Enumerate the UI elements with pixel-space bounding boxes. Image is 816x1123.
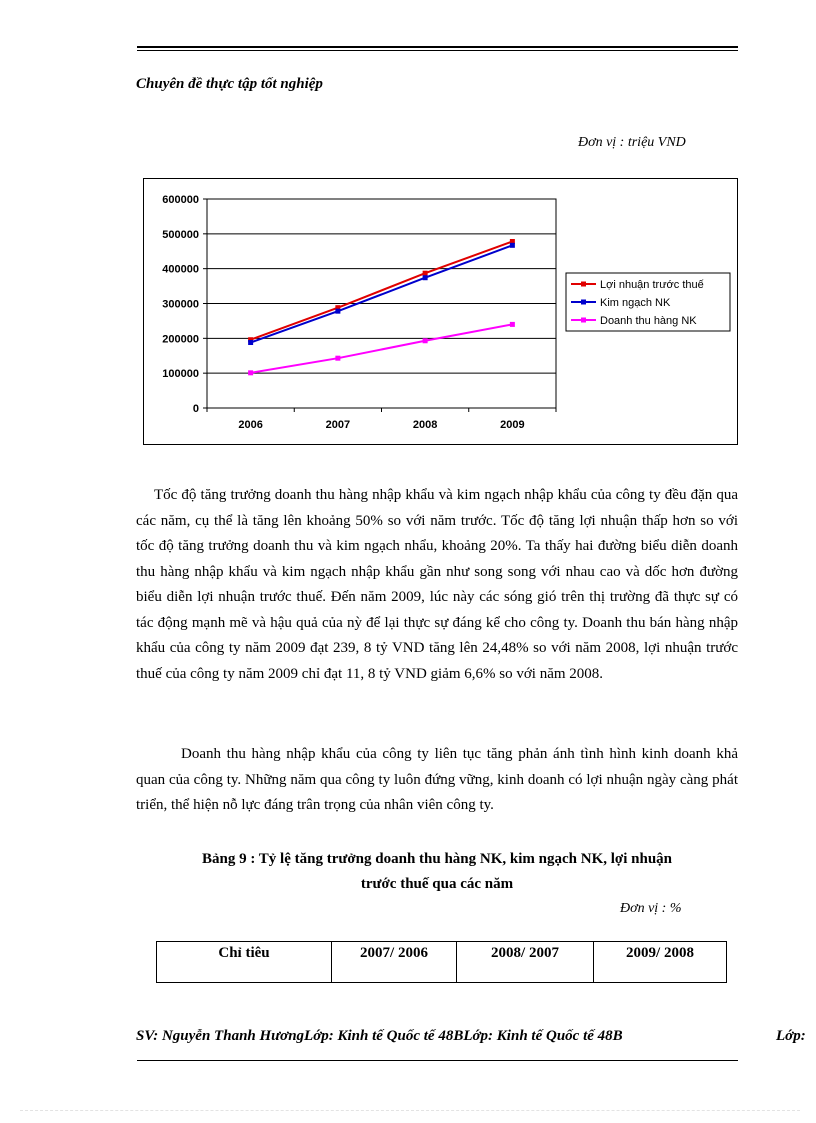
legend-label: Kim ngạch NK — [600, 297, 671, 309]
data-point — [510, 322, 515, 327]
data-point — [335, 309, 340, 314]
y-tick-label: 100000 — [162, 368, 199, 381]
x-tick-label: 2008 — [412, 419, 438, 431]
x-tick-label: 2007 — [325, 419, 351, 431]
data-point — [423, 271, 428, 276]
data-point — [510, 243, 515, 248]
data-point — [423, 338, 428, 343]
table-header-cell: Chỉ tiêu — [157, 942, 332, 983]
header-rule-thin — [137, 50, 738, 51]
data-point — [335, 356, 340, 361]
y-tick-label: 0 — [192, 403, 199, 415]
y-tick-label: 500000 — [162, 228, 199, 241]
series-line — [251, 324, 513, 372]
data-point — [423, 275, 428, 280]
body-paragraph-2: Doanh thu hàng nhập khẩu của công ty liên tục tăng phản ánh tình hình kinh doanh khả quan của công ty. Những năm qua công ty luôn đứng vững, kinh doanh có lợi nhuận ngày càng phát triển, thể hiện nỗ lực đáng trân trọng của nhân viên công ty. — [136, 746, 738, 813]
table-unit-label: Đơn vị : % — [620, 901, 682, 916]
page-separator — [20, 1110, 800, 1111]
body-paragraph-1: Tốc độ tăng trưởng doanh thu hàng nhập khẩu và kim ngạch nhập khẩu của công ty đều đặn qua các năm, cụ thể là tăng lên khoảng 50% so với năm trước. Tốc độ tăng lợi nhuận thấp hơn so với tốc độ tăng trưởng doanh thu và kim ngạch nhẩu, khoảng 20%. Ta thấy hai đường biểu diễn doanh thu hàng nhập khẩu và kim ngạch nhập khẩu gần như song song với nhau cao và dốc hơn đường biểu diễn lợi nhuận trước thuế. Đến năm 2009, lúc này các sóng gió trên thị trường đã thực sự có tác động mạnh mẽ và hậu quả của nỳ để lại thực sự đáng kể cho công ty. Doanh thu bán hàng nhập khẩu của công ty năm 2009 đạt 239, 8 tỷ VND tăng lên 24,48% so với năm 2008, lợi nhuận trước thuế của công ty năm 2009 chỉ đạt 11, 8 tỷ VND giảm 6,6% so với năm 2008. — [136, 487, 738, 682]
y-tick-label: 400000 — [162, 263, 199, 276]
line-chart-svg — [144, 179, 737, 444]
footer-rule — [137, 1060, 738, 1061]
table-header-cell: 2007/ 2006 — [332, 942, 457, 983]
table-header-cell: 2009/ 2008 — [594, 942, 727, 983]
table-header-row — [157, 942, 727, 983]
footer-student-info: SV: Nguyễn Thanh HươngLớp: Kinh tế Quốc tế 48BLớp: Kinh tế Quốc tế 48B — [136, 1028, 623, 1044]
growth-rate-table — [156, 941, 727, 983]
header-rule-thick — [137, 46, 738, 48]
legend-label: Doanh thu hàng NK — [600, 315, 697, 327]
x-tick-label: 2009 — [500, 419, 525, 431]
series-line — [251, 245, 513, 342]
line-chart — [143, 178, 738, 445]
legend-marker — [581, 318, 586, 323]
legend-marker — [581, 300, 586, 305]
y-tick-label: 300000 — [162, 298, 199, 311]
table-header-cell: 2008/ 2007 — [457, 942, 594, 983]
y-tick-label: 200000 — [162, 333, 199, 346]
data-point — [248, 370, 253, 375]
table-title-line-2: trước thuế qua các năm — [360, 876, 514, 892]
legend-marker — [581, 282, 586, 287]
table-title-line-1: Bảng 9 : Tỷ lệ tăng trưởng doanh thu hàng NK, kim ngạch NK, lợi nhuận — [201, 851, 673, 867]
data-point — [248, 340, 253, 345]
document-header-title: Chuyên đề thực tập tốt nghiệp — [136, 76, 323, 92]
footer-class-label: Lớp: — [776, 1028, 806, 1044]
y-tick-label: 600000 — [162, 194, 199, 206]
x-tick-label: 2006 — [238, 419, 263, 431]
legend-label: Lợi nhuận trước thuế — [600, 279, 704, 291]
chart-unit-label: Đơn vị : triệu VND — [578, 135, 686, 150]
table-title — [136, 847, 738, 897]
series-line — [251, 241, 513, 339]
